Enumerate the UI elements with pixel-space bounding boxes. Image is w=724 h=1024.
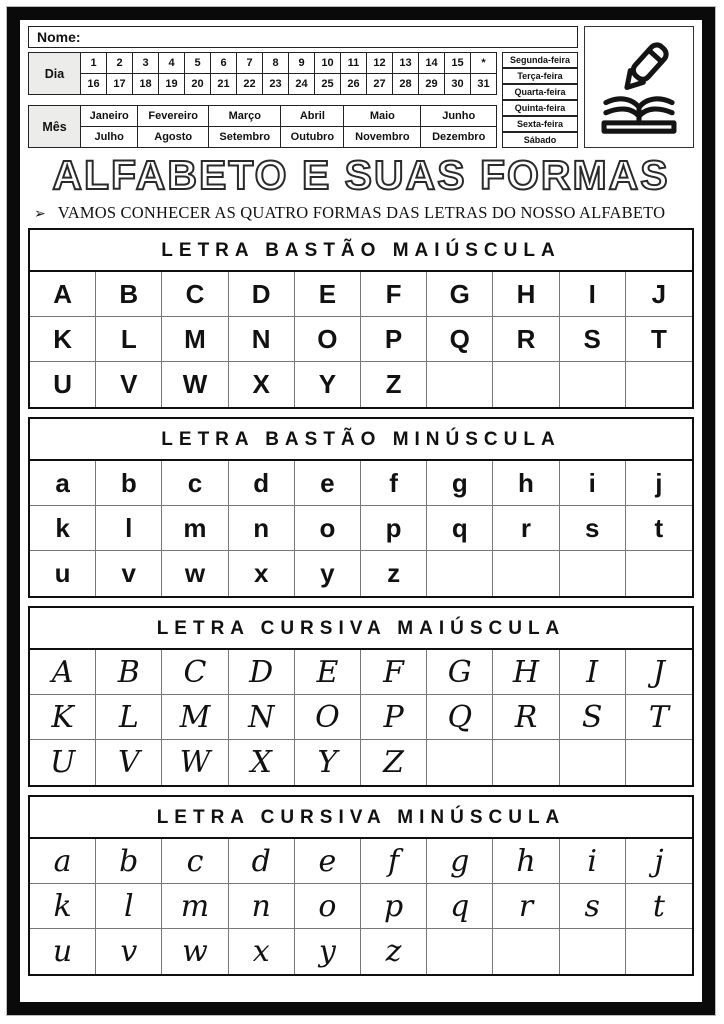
letter-cell: U <box>30 362 96 407</box>
day-number: 25 <box>315 74 341 95</box>
month-name: Outubro <box>281 127 344 148</box>
letter-cell: R <box>493 317 559 362</box>
letter-cell <box>427 362 493 407</box>
letter-cell: X <box>229 362 295 407</box>
day-number: 20 <box>185 74 211 95</box>
letter-cell: T <box>626 317 692 362</box>
letter-cell <box>626 929 692 974</box>
letter-cell: L <box>96 317 162 362</box>
letter-cell: h <box>493 461 559 506</box>
weekday-list <box>502 52 578 148</box>
letter-cell: P <box>361 695 427 740</box>
day-number: 10 <box>315 53 341 74</box>
letter-cell: r <box>493 884 559 929</box>
letter-cell: c <box>162 461 228 506</box>
letter-cell: f <box>361 839 427 884</box>
letter-cell: O <box>295 317 361 362</box>
letter-cell: r <box>493 506 559 551</box>
letter-cell: x <box>229 929 295 974</box>
day-number: 4 <box>159 53 185 74</box>
letter-cell: d <box>229 839 295 884</box>
letter-cell: y <box>295 929 361 974</box>
letter-cell: s <box>560 884 626 929</box>
letter-cell: g <box>427 839 493 884</box>
letter-cell: q <box>427 506 493 551</box>
day-number: 1 <box>81 53 107 74</box>
letter-cell: F <box>361 650 427 695</box>
header-left <box>28 26 578 148</box>
letter-cell: K <box>30 317 96 362</box>
letter-cell: V <box>96 362 162 407</box>
letter-table-title: LETRA CURSIVA MAIÚSCULA <box>30 608 692 650</box>
day-number: 12 <box>367 53 393 74</box>
day-number: 31 <box>471 74 497 95</box>
letter-cell: k <box>30 506 96 551</box>
weekday-item: Quinta-feira <box>502 100 578 116</box>
letter-cell: O <box>295 695 361 740</box>
letter-cell <box>427 929 493 974</box>
name-field[interactable] <box>28 26 578 48</box>
day-number: 16 <box>81 74 107 95</box>
weekday-item: Sábado <box>502 132 578 148</box>
subtitle: VAMOS CONHECER AS QUATRO FORMAS DAS LETRAS DO NOSSO ALFABETO <box>57 203 666 222</box>
month-name: Junho <box>421 106 497 127</box>
letter-cell: I <box>560 272 626 317</box>
letter-cell: t <box>626 506 692 551</box>
letter-cell: B <box>96 272 162 317</box>
letter-cell: y <box>295 551 361 596</box>
day-number: 24 <box>289 74 315 95</box>
letter-cell: S <box>560 695 626 740</box>
month-name: Novembro <box>344 127 421 148</box>
letter-cell: z <box>361 929 427 974</box>
letter-cell: L <box>96 695 162 740</box>
month-table <box>28 105 497 148</box>
day-number: 18 <box>133 74 159 95</box>
letter-cell: o <box>295 506 361 551</box>
day-number: 14 <box>419 53 445 74</box>
letter-cell: C <box>162 650 228 695</box>
day-number: 3 <box>133 53 159 74</box>
month-label: Mês <box>29 106 81 148</box>
day-number: 9 <box>289 53 315 74</box>
letter-cell: z <box>361 551 427 596</box>
letter-table-bastao-minuscula <box>28 417 694 598</box>
letter-cell: j <box>626 839 692 884</box>
letter-cell: p <box>361 884 427 929</box>
weekday-item: Sexta-feira <box>502 116 578 132</box>
letter-cell: t <box>626 884 692 929</box>
letter-cell: f <box>361 461 427 506</box>
letter-cell: l <box>96 884 162 929</box>
letter-cell: e <box>295 461 361 506</box>
letter-cell: Z <box>361 362 427 407</box>
letter-cell: u <box>30 929 96 974</box>
subtitle-row <box>28 200 694 226</box>
letter-cell <box>626 551 692 596</box>
day-number: 6 <box>211 53 237 74</box>
letter-cell: i <box>560 839 626 884</box>
letter-table-title: LETRA CURSIVA MINÚSCULA <box>30 797 692 839</box>
letter-cell: X <box>229 740 295 785</box>
letter-cell: S <box>560 317 626 362</box>
letter-cell: T <box>626 695 692 740</box>
letter-cell: a <box>30 461 96 506</box>
letter-cell: G <box>427 650 493 695</box>
day-number: 30 <box>445 74 471 95</box>
letter-cell: U <box>30 740 96 785</box>
letter-cell <box>560 362 626 407</box>
day-number: * <box>471 53 497 74</box>
letter-cell <box>560 551 626 596</box>
day-number: 8 <box>263 53 289 74</box>
letter-cell <box>626 740 692 785</box>
letter-grid <box>30 272 692 407</box>
day-number: 15 <box>445 53 471 74</box>
letter-cell: J <box>626 272 692 317</box>
letter-cell: b <box>96 839 162 884</box>
day-number: 29 <box>419 74 445 95</box>
letter-cell: Q <box>427 695 493 740</box>
letter-table-cursiva-maiuscula <box>28 606 694 787</box>
letter-table-title: LETRA BASTÃO MAIÚSCULA <box>30 230 692 272</box>
letter-cell: B <box>96 650 162 695</box>
name-label: Nome: <box>37 29 81 45</box>
letter-cell: k <box>30 884 96 929</box>
weekday-item: Terça-feira <box>502 68 578 84</box>
letter-cell <box>626 362 692 407</box>
letter-cell: C <box>162 272 228 317</box>
letter-cell: x <box>229 551 295 596</box>
letter-cell: v <box>96 551 162 596</box>
month-name: Dezembro <box>421 127 497 148</box>
weekday-item: Quarta-feira <box>502 84 578 100</box>
month-name: Agosto <box>138 127 209 148</box>
letter-cell: D <box>229 650 295 695</box>
weekday-item: Segunda-feira <box>502 52 578 68</box>
letter-cell: Q <box>427 317 493 362</box>
letter-cell: Z <box>361 740 427 785</box>
page-content <box>28 26 694 996</box>
letter-cell <box>493 740 559 785</box>
letter-cell: W <box>162 362 228 407</box>
letter-cell: v <box>96 929 162 974</box>
letter-cell: d <box>229 461 295 506</box>
letter-cell <box>427 551 493 596</box>
day-table <box>28 52 497 95</box>
letter-cell: e <box>295 839 361 884</box>
day-number: 17 <box>107 74 133 95</box>
letter-cell: a <box>30 839 96 884</box>
letter-table-bastao-maiuscula <box>28 228 694 409</box>
letter-cell: H <box>493 650 559 695</box>
letter-cell: h <box>493 839 559 884</box>
month-name: Abril <box>281 106 344 127</box>
month-name: Setembro <box>209 127 281 148</box>
letter-cell: G <box>427 272 493 317</box>
pencil-book-icon-svg <box>593 37 685 137</box>
letter-cell: Y <box>295 740 361 785</box>
month-name: Março <box>209 106 281 127</box>
letter-cell: R <box>493 695 559 740</box>
letter-grid <box>30 461 692 596</box>
letter-cell: M <box>162 317 228 362</box>
letter-cell: j <box>626 461 692 506</box>
letter-cell: N <box>229 317 295 362</box>
letter-cell <box>493 362 559 407</box>
month-name: Maio <box>344 106 421 127</box>
letter-cell: b <box>96 461 162 506</box>
day-number: 5 <box>185 53 211 74</box>
letter-cell: c <box>162 839 228 884</box>
letter-cell: n <box>229 506 295 551</box>
letter-cell: H <box>493 272 559 317</box>
letter-cell: u <box>30 551 96 596</box>
day-number: 7 <box>237 53 263 74</box>
letter-cell <box>493 929 559 974</box>
calendar-tables <box>28 52 497 148</box>
letter-cell: l <box>96 506 162 551</box>
page-title: ALFABETO E SUAS FORMAS <box>52 152 670 198</box>
calendar-section <box>28 52 578 148</box>
letter-cell: E <box>295 272 361 317</box>
letter-cell: w <box>162 551 228 596</box>
month-name: Janeiro <box>81 106 138 127</box>
letter-table-cursiva-minuscula <box>28 795 694 976</box>
letter-grid <box>30 650 692 785</box>
letter-table-title: LETRA BASTÃO MINÚSCULA <box>30 419 692 461</box>
letter-cell: i <box>560 461 626 506</box>
letter-cell: p <box>361 506 427 551</box>
letter-cell: m <box>162 884 228 929</box>
day-number: 26 <box>341 74 367 95</box>
day-number: 21 <box>211 74 237 95</box>
letter-cell: A <box>30 272 96 317</box>
day-label: Dia <box>29 53 81 95</box>
letter-cell: A <box>30 650 96 695</box>
month-name: Fevereiro <box>138 106 209 127</box>
day-number: 27 <box>367 74 393 95</box>
day-number: 19 <box>159 74 185 95</box>
letter-cell: W <box>162 740 228 785</box>
letter-cell: E <box>295 650 361 695</box>
letter-cell: K <box>30 695 96 740</box>
letter-cell <box>427 740 493 785</box>
letter-cell: M <box>162 695 228 740</box>
letter-cell: P <box>361 317 427 362</box>
letter-cell: g <box>427 461 493 506</box>
day-number: 2 <box>107 53 133 74</box>
letter-cell: J <box>626 650 692 695</box>
letter-cell <box>493 551 559 596</box>
letter-cell: m <box>162 506 228 551</box>
letter-cell: q <box>427 884 493 929</box>
letter-cell: o <box>295 884 361 929</box>
month-name: Julho <box>81 127 138 148</box>
letter-cell: N <box>229 695 295 740</box>
day-number: 11 <box>341 53 367 74</box>
letter-cell <box>560 929 626 974</box>
letter-cell: V <box>96 740 162 785</box>
letter-cell: D <box>229 272 295 317</box>
day-number: 22 <box>237 74 263 95</box>
letter-cell: F <box>361 272 427 317</box>
day-number: 13 <box>393 53 419 74</box>
arrow-bullet-icon: ➢ <box>34 204 46 221</box>
letter-cell <box>560 740 626 785</box>
letter-cell: I <box>560 650 626 695</box>
pencil-book-icon <box>584 26 694 148</box>
letter-cell: Y <box>295 362 361 407</box>
header-section <box>28 26 694 148</box>
letter-tables <box>28 228 694 976</box>
letter-cell: s <box>560 506 626 551</box>
day-number: 23 <box>263 74 289 95</box>
day-number: 28 <box>393 74 419 95</box>
letter-cell: n <box>229 884 295 929</box>
letter-grid <box>30 839 692 974</box>
letter-cell: w <box>162 929 228 974</box>
